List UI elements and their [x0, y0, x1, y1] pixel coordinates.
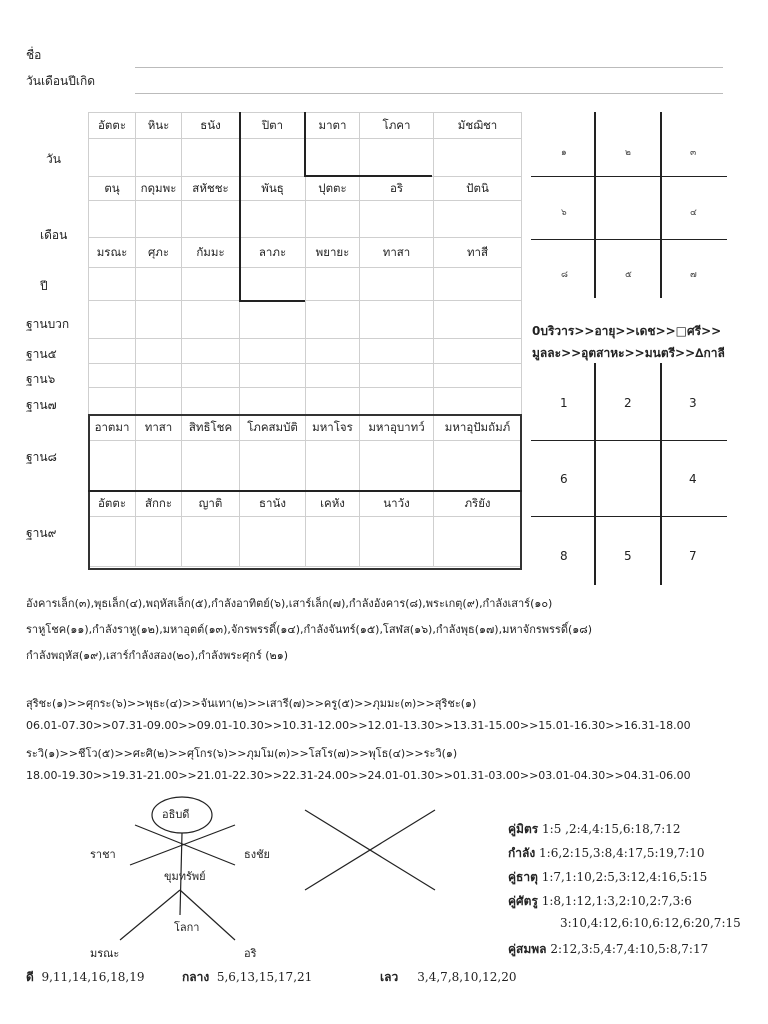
grid-cell: ภริยัง — [434, 491, 522, 517]
right-top-num: ๗ — [690, 270, 697, 280]
grid-cell: มัชฌิชา — [434, 113, 522, 139]
right-caption-1: 0บริวาร>>อายุ>>เดช>>□ศรี>> — [532, 324, 722, 338]
label-base8: ฐาน๘ — [26, 450, 57, 464]
figure-head: อธิบดี — [162, 808, 190, 821]
mid-value: 5,6,13,15,17,21 — [216, 970, 313, 984]
right-bottom-num: 5 — [624, 549, 632, 563]
label-year: ปี — [40, 279, 48, 293]
planets-line-1: อังคารเล็ก(๓),พุธเล็ก(๔),พฤหัสเล็ก(๕),กำลังอาทิตย์(๖),เสาร์เล็ก(๗),กำลังอังคาร(๘),พระเกตุ(๙),กำลังเสาร์(๑๐) — [26, 597, 553, 610]
dob-line — [135, 93, 723, 94]
grid-cell: มรณะ — [89, 238, 136, 268]
grid-cell: ธนัง — [182, 113, 240, 139]
right-top-num: ๒ — [625, 148, 631, 158]
grid-cell: ทาสา — [136, 415, 182, 441]
night-cycle: ระวิ(๑)>>ชีโว(๕)>>ศะศิ(๒)>>ศุโกร(๖)>>ภุมโม(๓)>>โสโร(๗)>>พุโธ(๔)>>ระวิ(๑) — [26, 747, 458, 760]
right-bottom-num: 7 — [689, 549, 697, 563]
grid-cell: โภคสมบัติ — [240, 415, 306, 441]
grid-cell: ทาสี — [434, 238, 522, 268]
good-row — [26, 968, 145, 987]
right-top-grid — [594, 112, 596, 298]
right-top-num: ๔ — [690, 208, 697, 218]
figure-lower: โลกา — [174, 921, 200, 934]
relation-row: คู่มิตร 1:5 ,2:4,4:15,6:18,7:12 — [508, 822, 681, 836]
label-base6: ฐาน๖ — [26, 372, 56, 386]
relation-row: 3:10,4:12,6:10,6:12,6:20,7:15 — [560, 916, 741, 930]
right-bottom-num: 2 — [624, 396, 632, 410]
right-top-num: ๑ — [561, 148, 567, 158]
right-bottom-num: 6 — [560, 472, 568, 486]
grid-cell: สิทธิโชค — [182, 415, 240, 441]
dob-label: วันเดือนปีเกิด — [26, 74, 96, 88]
grid-cell: เคหัง — [306, 491, 360, 517]
base8-9-box — [88, 414, 522, 570]
grid-cell: มหาอุปัมถัมภ์ — [434, 415, 522, 441]
grid-cell: ศุภะ — [136, 238, 182, 268]
grid-cell: พันธุ — [240, 177, 306, 201]
relation-row: คู่ศัตรู 1:8,1:12,1:3,2:10,2:7,3:6 — [508, 894, 692, 908]
grid-cell: ทาสา — [360, 238, 434, 268]
right-top-num: ๕ — [625, 270, 632, 280]
name-label: ชื่อ — [26, 48, 42, 62]
right-bottom-num: 1 — [560, 396, 568, 410]
label-positive: ฐานบวก — [26, 317, 70, 331]
x-mark — [300, 805, 440, 895]
grid-cell: นาวัง — [360, 491, 434, 517]
figure-left-leg: มรณะ — [90, 947, 120, 960]
right-top-num: ๘ — [561, 270, 568, 280]
bad-row — [380, 968, 517, 987]
grid-cell: ปิตา — [240, 113, 306, 139]
grid-cell: อัตตะ — [89, 491, 136, 517]
planets-line-3: กำลังพฤหัส(๑๙),เสาร์กำลังสอง(๒๐),กำลังพระศุกร์ (๒๑) — [26, 649, 289, 662]
label-base5: ฐาน๕ — [26, 347, 57, 361]
right-bottom-grid — [594, 363, 596, 585]
grid-cell: โภคา — [360, 113, 434, 139]
grid-cell: ธานัง — [240, 491, 306, 517]
figure-right-leg: อริ — [244, 947, 257, 960]
grid-cell: อัตตะ — [89, 113, 136, 139]
mid-row — [182, 968, 312, 987]
grid-cell: มหาโจร — [306, 415, 360, 441]
right-bottom-num: 4 — [689, 472, 697, 486]
day-cycle: สุริชะ(๑)>>ศุกระ(๖)>>พุธะ(๔)>>จันเทา(๒)>>เสารี(๗)>>ครู(๕)>>ภุมมะ(๓)>>สุริชะ(๑) — [26, 697, 477, 710]
night-times: 18.00-19.30>>19.31-21.00>>21.01-22.30>>22.31-24.00>>24.01-01.30>>01.31-03.00>>03.01-04.30>>04.31-06.00 — [26, 769, 691, 782]
mid-label: กลาง — [182, 970, 210, 984]
relation-row: คู่สมพล 2:12,3:5,4:7,4:10,5:8,7:17 — [508, 942, 709, 956]
bad-label: เลว — [380, 970, 399, 984]
grid-cell: ปัตนิ — [434, 177, 522, 201]
name-line — [135, 67, 723, 68]
figure-center: ขุมทรัพย์ — [164, 870, 206, 883]
grid-cell: อาตมา — [89, 415, 136, 441]
right-bottom-num: 8 — [560, 549, 568, 563]
figure-left-arm: ราชา — [90, 848, 116, 861]
right-top-num: ๖ — [561, 208, 567, 218]
grid-cell: หินะ — [136, 113, 182, 139]
grid-cell: สหัชชะ — [182, 177, 240, 201]
grid-cell: มาตา — [306, 113, 360, 139]
grid-cell: สักกะ — [136, 491, 182, 517]
good-value: 9,11,14,16,18,19 — [41, 970, 145, 984]
relation-row: คู่ธาตุ 1:7,1:10,2:5,3:12,4:16,5:15 — [508, 870, 708, 884]
relation-row: กำลัง 1:6,2:15,3:8,4:17,5:19,7:10 — [508, 846, 705, 860]
right-bottom-num: 3 — [689, 396, 697, 410]
grid-cell: ปุตตะ — [306, 177, 360, 201]
grid-cell: ญาติ — [182, 491, 240, 517]
grid-cell: อริ — [360, 177, 434, 201]
grid-cell: มหาอุบาทว์ — [360, 415, 434, 441]
day-times: 06.01-07.30>>07.31-09.00>>09.01-10.30>>10.31-12.00>>12.01-13.30>>13.31-15.00>>15.01-16.30>>16.31-18.00 — [26, 719, 691, 732]
grid-cell: ลาภะ — [240, 238, 306, 268]
grid-divider — [304, 112, 306, 176]
grid-divider — [88, 490, 522, 492]
grid-cell: ตนุ — [89, 177, 136, 201]
grid-divider — [239, 300, 305, 302]
good-label: ดี — [26, 970, 34, 984]
grid-cell: กัมมะ — [182, 238, 240, 268]
bad-value: 3,4,7,8,10,12,20 — [417, 970, 517, 984]
grid-divider — [239, 112, 241, 301]
figure-right-arm: ธงชัย — [244, 848, 270, 861]
label-day: วัน — [46, 152, 61, 166]
label-base9: ฐาน๙ — [26, 526, 57, 540]
grid-cell: กดุมพะ — [136, 177, 182, 201]
grid-divider — [304, 175, 432, 177]
label-month: เดือน — [40, 228, 68, 242]
right-top-num: ๓ — [690, 148, 697, 158]
label-base7: ฐาน๗ — [26, 398, 57, 412]
right-caption-2: มูลละ>>อุตสาหะ>>มนตรี>>∆กาลี — [532, 346, 725, 360]
planets-line-2: ราหูโชค(๑๑),กำลังราหู(๑๒),มหาอุตต์(๑๓),จักรพรรดิ์(๑๔),กำลังจันทร์(๑๕),โสฬส(๑๖),กำลังพุธ(๑๗),มหาจักรพรรดิ์(๑๘) — [26, 623, 593, 636]
grid-cell: พยายะ — [306, 238, 360, 268]
